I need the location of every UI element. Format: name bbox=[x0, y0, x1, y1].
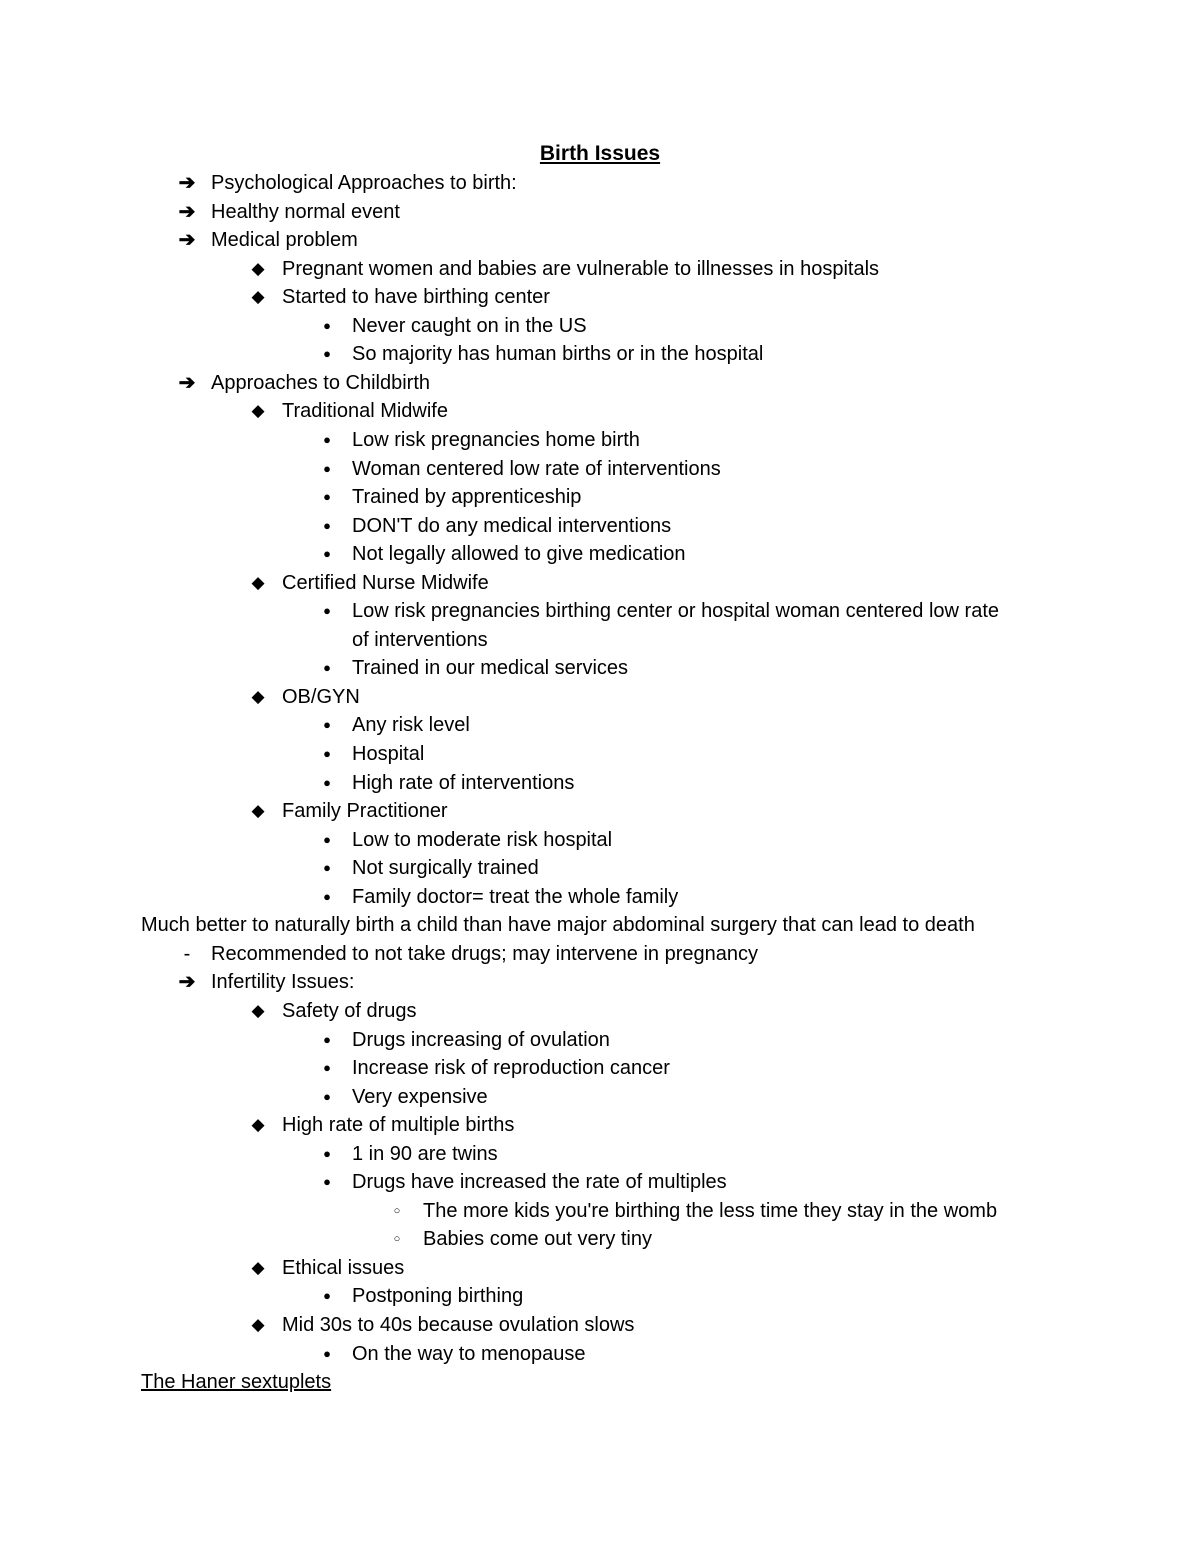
dot-bullet-icon: ● bbox=[323, 431, 331, 447]
dot-bullet-icon: ● bbox=[323, 460, 331, 476]
outline-text: Drugs have increased the rate of multiples bbox=[352, 1171, 727, 1194]
dot-bullet-icon: ● bbox=[323, 860, 331, 876]
outline-text: 1 in 90 are twins bbox=[352, 1142, 498, 1165]
diamond-bullet-icon: ◆ bbox=[251, 1315, 265, 1334]
outline-text: So majority has human births or in the hospital bbox=[352, 343, 764, 366]
outline-text: Low risk pregnancies home birth bbox=[352, 428, 640, 451]
outline-text: Trained by apprenticeship bbox=[352, 486, 582, 509]
diamond-bullet-icon: ◆ bbox=[251, 1000, 265, 1020]
outline-text: Recommended to not take drugs; may intervene in pregnancy bbox=[211, 942, 758, 965]
outline-text: Woman centered low rate of interventions bbox=[352, 457, 721, 480]
outline-text: Babies come out very tiny bbox=[423, 1228, 652, 1251]
outline-text: DON'T do any medical interventions bbox=[352, 514, 672, 537]
outline-text: High rate of multiple births bbox=[282, 1114, 515, 1137]
outline-text: Not legally allowed to give medication bbox=[352, 543, 686, 566]
outline-text: Much better to naturally birth a child than have major abdominal surgery that can lead to death bbox=[141, 914, 975, 937]
outline-text: Increase risk of reproduction cancer bbox=[352, 1057, 670, 1080]
diamond-bullet-icon: ◆ bbox=[251, 572, 265, 592]
outline-text: Never caught on in the US bbox=[352, 314, 587, 337]
outline-text: Postponing birthing bbox=[352, 1285, 524, 1308]
outline-text: Psychological Approaches to birth: bbox=[211, 172, 517, 194]
diamond-bullet-icon: ◆ bbox=[251, 287, 265, 307]
outline-text: Any risk level bbox=[352, 714, 470, 737]
outline-text: Very expensive bbox=[352, 1085, 488, 1108]
circle-bullet-icon: ○ bbox=[393, 1233, 401, 1246]
dot-bullet-icon: ● bbox=[323, 660, 331, 676]
dot-bullet-icon: ● bbox=[323, 1145, 331, 1161]
outline-text: Pregnant women and babies are vulnerable to illnesses in hospitals bbox=[282, 257, 880, 280]
outline-text: Hospital bbox=[352, 743, 425, 765]
arrow-bullet-icon: ➔ bbox=[178, 172, 196, 194]
outline-text: Healthy normal event bbox=[211, 200, 400, 223]
outline-text: The more kids you're birthing the less time they stay in the womb bbox=[423, 1199, 998, 1222]
dot-bullet-icon: ● bbox=[323, 517, 331, 533]
outline-text: The Haner sextuplets bbox=[141, 1371, 332, 1394]
dash-bullet-icon: - bbox=[183, 942, 191, 965]
outline-text: Traditional Midwife bbox=[282, 400, 448, 423]
outline-text: Certified Nurse Midwife bbox=[282, 571, 489, 594]
dot-bullet-icon: ● bbox=[323, 489, 331, 505]
page-title: Birth Issues bbox=[539, 142, 661, 165]
arrow-bullet-icon: ➔ bbox=[178, 371, 196, 394]
outline-text: Family doctor= treat the whole family bbox=[352, 885, 679, 908]
outline-text: Medical problem bbox=[211, 229, 358, 252]
outline-text: On the way to menopause bbox=[352, 1342, 586, 1365]
outline-text: Family Practitioner bbox=[282, 800, 448, 823]
dot-bullet-icon: ● bbox=[323, 1031, 331, 1047]
dot-bullet-icon: ● bbox=[323, 831, 331, 847]
dot-bullet-icon: ● bbox=[323, 746, 331, 761]
diamond-bullet-icon: ◆ bbox=[251, 801, 265, 821]
dot-bullet-icon: ● bbox=[323, 546, 331, 562]
arrow-bullet-icon: ➔ bbox=[178, 200, 196, 223]
dot-bullet-icon: ● bbox=[323, 1060, 331, 1076]
diamond-bullet-icon: ◆ bbox=[251, 258, 265, 278]
outline-text: Low to moderate risk hospital bbox=[352, 828, 613, 851]
dot-bullet-icon: ● bbox=[323, 1174, 331, 1190]
dot-bullet-icon: ● bbox=[323, 317, 331, 333]
outline-text: OB/GYN bbox=[282, 685, 360, 708]
circle-bullet-icon: ○ bbox=[393, 1204, 401, 1217]
outline-text: Infertility Issues: bbox=[211, 971, 355, 994]
dot-bullet-icon: ● bbox=[323, 774, 331, 790]
outline-text: Drugs increasing of ovulation bbox=[352, 1028, 610, 1051]
diamond-bullet-icon: ◆ bbox=[251, 1115, 265, 1135]
outline-text: Ethical issues bbox=[282, 1256, 405, 1279]
outline-text: Approaches to Childbirth bbox=[211, 371, 431, 394]
outline-text: Trained in our medical services bbox=[352, 657, 629, 680]
diamond-bullet-icon: ◆ bbox=[251, 686, 265, 706]
outline-text: of interventions bbox=[352, 628, 488, 651]
outline-text: Not surgically trained bbox=[352, 857, 539, 880]
dot-bullet-icon: ● bbox=[323, 1345, 331, 1361]
dot-bullet-icon: ● bbox=[323, 1288, 331, 1304]
diamond-bullet-icon: ◆ bbox=[251, 401, 265, 421]
outline-text: High rate of interventions bbox=[352, 771, 575, 794]
outline-text: Started to have birthing center bbox=[282, 286, 550, 309]
outline-text: Low risk pregnancies birthing center or hospital woman centered low rate bbox=[352, 600, 1000, 623]
arrow-bullet-icon: ➔ bbox=[178, 971, 196, 994]
dot-bullet-icon: ● bbox=[323, 1088, 331, 1104]
arrow-bullet-icon: ➔ bbox=[178, 229, 196, 252]
dot-bullet-icon: ● bbox=[323, 346, 331, 362]
outline-text: Safety of drugs bbox=[282, 999, 417, 1022]
outline-text: Mid 30s to 40s because ovulation slows bbox=[282, 1314, 635, 1336]
dot-bullet-icon: ● bbox=[323, 603, 331, 619]
diamond-bullet-icon: ◆ bbox=[251, 1257, 265, 1277]
dot-bullet-icon: ● bbox=[323, 888, 331, 904]
dot-bullet-icon: ● bbox=[323, 717, 331, 733]
